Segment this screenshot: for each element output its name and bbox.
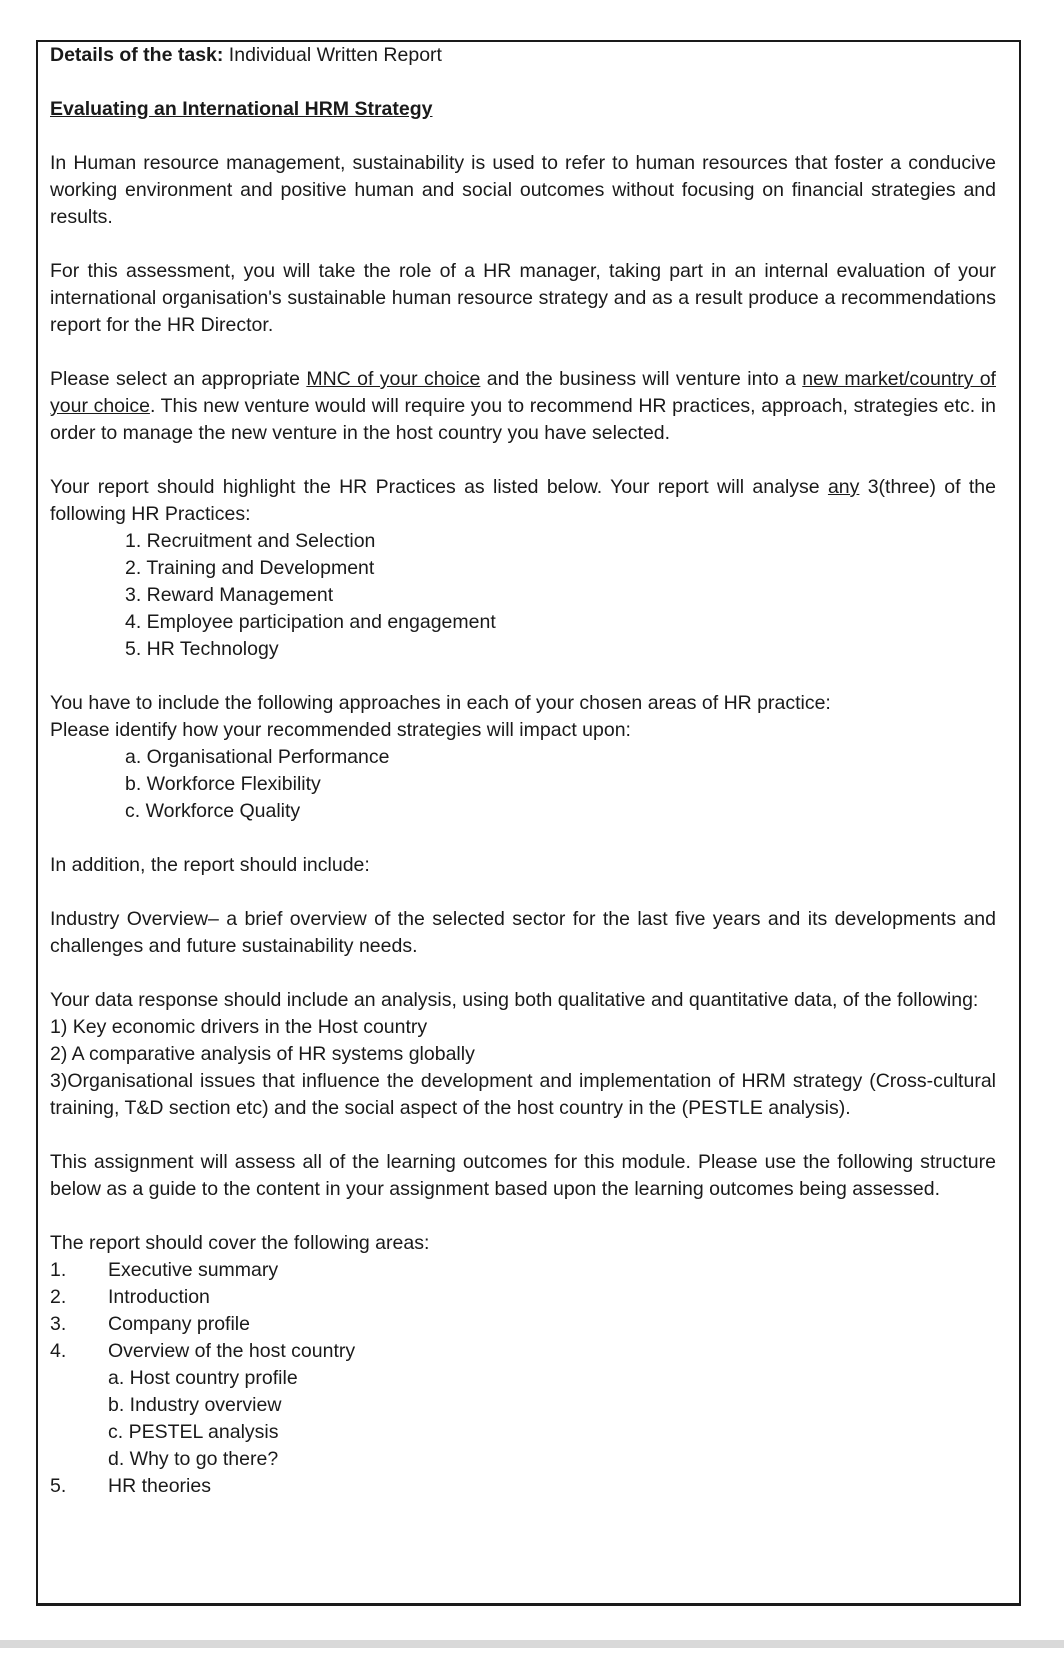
- paragraph-hr-practices-intro: Your report should highlight the HR Practices as listed below. Your report will analyse any 3(three) of the following HR Practices:: [50, 476, 996, 525]
- approaches-impact-intro: Please identify how your recommended strategies will impact upon:: [50, 719, 631, 741]
- sub-list-item: b. Industry overview: [108, 1394, 282, 1416]
- data-item: 1) Key economic drivers in the Host country: [50, 1016, 428, 1038]
- document-content: [50, 42, 996, 1500]
- industry-overview-paragraph: Industry Overview– a brief overview of the selected sector for the last five years and its developments and challenges and future sustainability needs.: [50, 908, 996, 957]
- list-item: 2. Training and Development: [125, 557, 375, 579]
- data-response-intro: Your data response should include an analysis, using both qualitative and quantitative data, of the following:: [50, 989, 979, 1011]
- list-item: a. Organisational Performance: [125, 746, 390, 768]
- any-underlined: any: [827, 476, 860, 498]
- task-details-line: [50, 42, 996, 69]
- market-choice-underlined: new market/country of your choice: [50, 368, 996, 417]
- report-areas-intro: The report should cover the following areas:: [50, 1232, 430, 1254]
- approaches-list: [50, 744, 996, 825]
- task-details-label: Details of the task:: [50, 44, 224, 66]
- paragraph-select-mnc: Please select an appropriate MNC of your choice and the business will venture into a new market/country of your choice. This new venture would will require you to recommend HR practices, approach, strategies etc. in order to manage the new venture in the host country you have selected.: [50, 368, 996, 444]
- data-item: 3)Organisational issues that influence the development and implementation of HRM strategy (Cross-cultural training, T&D section etc) and the social aspect of the host country in the (PESTLE analysis).: [50, 1070, 996, 1119]
- list-item: 2. Introduction: [50, 1286, 210, 1308]
- list-item: 4. Employee participation and engagement: [125, 611, 496, 633]
- list-item: b. Workforce Flexibility: [125, 773, 321, 795]
- list-item: 5. HR theories: [50, 1475, 211, 1497]
- sub-list-item: c. PESTEL analysis: [108, 1421, 279, 1443]
- hr-practices-list: [50, 528, 996, 663]
- list-item: 1. Executive summary: [50, 1259, 279, 1281]
- list-item: 3. Company profile: [50, 1313, 250, 1335]
- paragraph-assessment-role: For this assessment, you will take the role of a HR manager, taking part in an internal evaluation of your international organisation's sustainable human resource strategy and as a result produce a recommendations report for the HR Director.: [50, 260, 996, 336]
- task-details-value: Individual Written Report: [223, 44, 442, 66]
- list-item: c. Workforce Quality: [125, 800, 301, 822]
- approaches-intro: You have to include the following approaches in each of your chosen areas of HR practice:: [50, 692, 831, 714]
- task-document-frame: [36, 40, 1021, 1606]
- list-item: 4. Overview of the host country: [50, 1340, 356, 1362]
- data-item: 2) A comparative analysis of HR systems globally: [50, 1043, 475, 1065]
- list-item: 1. Recruitment and Selection: [125, 530, 376, 552]
- assessment-structure-paragraph: This assignment will assess all of the learning outcomes for this module. Please use the following structure below as a guide to the content in your assignment based upon the learning outcomes being assessed.: [50, 1151, 996, 1200]
- list-item: 5. HR Technology: [125, 638, 279, 660]
- sub-list-item: d. Why to go there?: [108, 1448, 279, 1470]
- addition-line: In addition, the report should include:: [50, 854, 370, 876]
- report-areas-list: [50, 1257, 996, 1500]
- mnc-choice-underlined: MNC of your choice: [306, 368, 481, 390]
- sub-list-item: a. Host country profile: [108, 1367, 298, 1389]
- bottom-divider: [0, 1640, 1064, 1648]
- list-item: 3. Reward Management: [125, 584, 334, 606]
- document-title: Evaluating an International HRM Strategy: [50, 98, 433, 120]
- paragraph-sustainability: In Human resource management, sustainability is used to refer to human resources that foster a conducive working environment and positive human and social outcomes without focusing on financial strategies and results.: [50, 152, 996, 228]
